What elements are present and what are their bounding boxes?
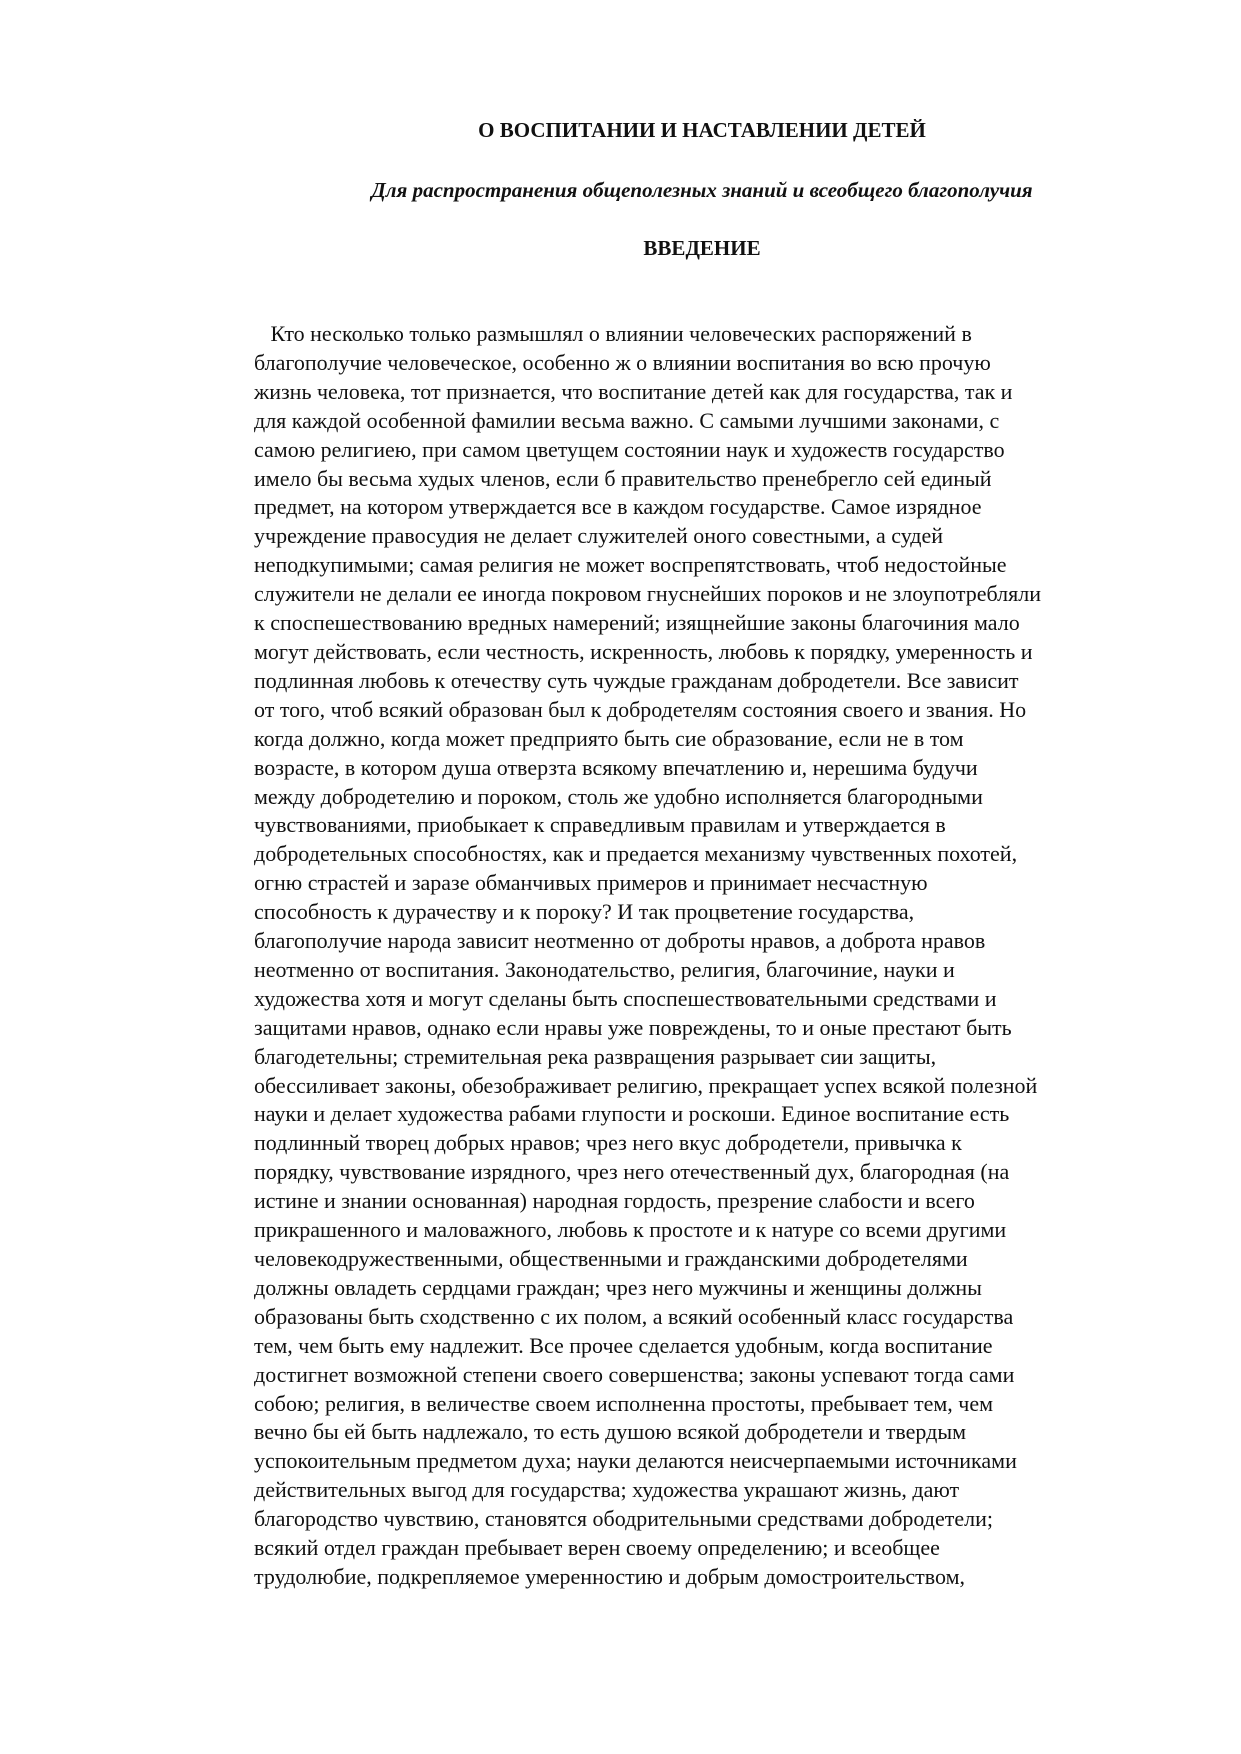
body-line: добродетельных способностях, как и предается механизму чувственных похотей, [254,841,1018,867]
body-line: благополучие человеческое, особенно ж о влиянии воспитания во всю прочую [254,349,991,375]
body-line: способность к дурачеству и к пороку? И так процветение государства, [254,899,915,925]
body-line: когда должно, когда может предприято быть сие образование, если не в том [254,725,964,751]
body-line: неотменно от воспитания. Законодательство, религия, благочиние, науки и [254,956,955,982]
body-line: вечно бы ей быть надлежало, то есть душою всякой добродетели и твердым [254,1419,967,1445]
body-line: защитами нравов, однако если нравы уже повреждены, то и оные престают быть [254,1014,1012,1040]
body-line: предмет, на котором утверждается все в каждом государстве. Самое изрядное [254,494,982,520]
body-line: могут действовать, если честность, искренность, любовь к порядку, умеренность и [254,638,1033,664]
body-line: обессиливает законы, обезображивает религию, прекращает успех всякой полезной [254,1072,1038,1098]
body-line: благодетельны; стремительная река развращения разрывает сии защиты, [254,1043,937,1069]
body-line: самою религиею, при самом цветущем состоянии наук и художеств государство [254,436,1005,462]
section-heading: ВВЕДЕНИЕ [643,236,761,260]
document-subtitle: Для распространения общеполезных знаний и всеобщего благополучия [371,178,1033,202]
body-line: прикрашенного и маловажного, любовь к простоте и к натуре со всеми другими [254,1217,1007,1243]
body-line: подлинный творец добрых нравов; чрез него вкус добродетели, привычка к [254,1130,962,1156]
body-line: достигнет возможной степени своего совершенства; законы успевают тогда сами [254,1361,1015,1387]
body-line: должны овладеть сердцами граждан; чрез него мужчины и женщины должны [254,1274,982,1300]
body-line: тем, чем быть ему надлежит. Все прочее сделается удобным, когда воспитание [254,1332,993,1358]
body-line: возрасте, в котором душа отверзта всякому впечатлению и, нерешима будучи [254,754,978,780]
body-line: успокоительным предметом духа; науки делаются неисчерпаемыми источниками [254,1448,1017,1474]
body-line: благородство чувствию, становятся ободрительными средствами добродетели; [254,1506,993,1532]
body-line: подлинная любовь к отечеству суть чуждые гражданам добродетели. Все зависит [254,667,1019,693]
body-line: художества хотя и могут сделаны быть споспешествовательными средствами и [254,985,997,1011]
body-line: порядку, чувствование изрядного, чрез него отечественный дух, благородная (на [254,1159,1010,1185]
body-line: имело бы весьма худых членов, если б правительство пренебрегло сей единый [254,465,992,491]
body-line: чувствованиями, приобыкает к справедливым правилам и утверждается в [254,812,946,838]
body-line: огню страстей и заразе обманчивых примеров и принимает несчастную [254,870,928,896]
body-line: для каждой особенной фамилии весьма важно. С самыми лучшими законами, с [254,407,1000,433]
body-line: к споспешествованию вредных намерений; изящнейшие законы благочиния мало [254,610,1020,636]
body-line: учреждение правосудия не делает служителей оного совестными, а судей [254,523,944,549]
body-line: неподкупимыми; самая религия не может воспрепятствовать, чтоб недостойные [254,552,1007,578]
document-title: О ВОСПИТАНИИ И НАСТАВЛЕНИИ ДЕТЕЙ [478,118,926,142]
body-line: благополучие народа зависит неотменно от доброты нравов, а доброта нравов [254,928,986,954]
body-line: жизнь человека, тот признается, что воспитание детей как для государства, так и [254,378,1013,404]
body-line: между добродетелию и пороком, столь же удобно исполняется благородными [254,783,983,809]
body-line: собою; религия, в величестве своем исполненна простоты, пребывает тем, чем [254,1390,994,1416]
body-line: трудолюбие, подкрепляемое умеренностию и добрым домостроительством, [254,1563,966,1589]
body-paragraph [254,320,1154,1592]
body-line: человекодружественными, общественными и гражданскими добродетелями [254,1246,968,1271]
body-line: от того, чтоб всякий образован был к добродетелям состояния своего и звания. Но [254,696,1027,722]
body-line: истине и знании основанная) народная гордость, презрение слабости и всего [254,1188,975,1214]
body-line: образованы быть сходственно с их полом, а всякий особенный класс государства [254,1303,1014,1329]
body-line: служители не делали ее иногда покровом гнуснейших пороков и не злоупотребляли [254,581,1041,607]
body-line: науки и делает художества рабами глупости и роскоши. Единое воспитание есть [254,1101,1010,1127]
body-line: всякий отдел граждан пребывает верен своему определению; и всеобщее [254,1535,940,1561]
body-line: Кто несколько только размышлял о влиянии человеческих распоряжений в [254,321,972,346]
body-line: действительных выгод для государства; художества украшают жизнь, дают [254,1477,960,1503]
